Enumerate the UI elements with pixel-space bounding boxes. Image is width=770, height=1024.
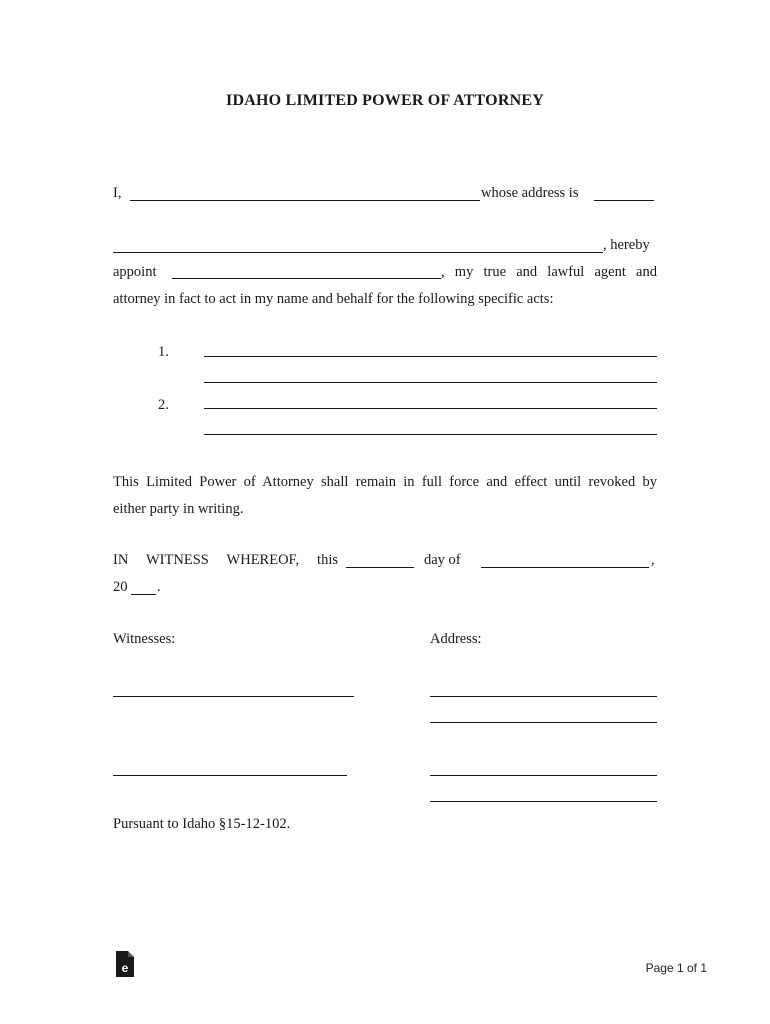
grantor-label: I, bbox=[113, 185, 122, 201]
hereby-label: , hereby bbox=[603, 237, 650, 253]
day-of-label: day of bbox=[424, 552, 461, 568]
act-number-1: 1. bbox=[158, 344, 169, 360]
witness-month-field[interactable] bbox=[481, 567, 649, 568]
witness-day-field[interactable] bbox=[346, 567, 414, 568]
year-suffix: . bbox=[157, 579, 161, 595]
duration-text-line-1: This Limited Power of Attorney shall remain in full force and effect until revoked by bbox=[113, 474, 657, 490]
address-label: Address: bbox=[430, 631, 482, 647]
witness-1-address-field-1[interactable] bbox=[430, 696, 657, 697]
witness-comma: , bbox=[651, 552, 655, 568]
agent-name-field[interactable] bbox=[172, 278, 441, 279]
appoint-label: appoint bbox=[113, 264, 157, 280]
eforms-logo-icon bbox=[113, 950, 137, 978]
witness-year-field[interactable] bbox=[131, 594, 156, 595]
year-prefix: 20 bbox=[113, 579, 128, 595]
grantor-address-field[interactable] bbox=[594, 200, 654, 201]
svg-text:e: e bbox=[121, 961, 129, 975]
act-number-2: 2. bbox=[158, 397, 169, 413]
witnesses-label: Witnesses: bbox=[113, 631, 176, 647]
witness-1-address-field-2[interactable] bbox=[430, 722, 657, 723]
attorney-in-fact-text: attorney in fact to act in my name and behalf for the following specific acts: bbox=[113, 291, 554, 307]
page-number: Page 1 of 1 bbox=[645, 961, 707, 975]
act-1-field-line-1[interactable] bbox=[204, 356, 657, 357]
witness-2-signature-field[interactable] bbox=[113, 775, 347, 776]
in-witness-text: IN WITNESS WHEREOF, this bbox=[113, 552, 338, 568]
whose-address-label: whose address is bbox=[481, 185, 579, 201]
act-2-field-line-2[interactable] bbox=[204, 434, 657, 435]
document-title: IDAHO LIMITED POWER OF ATTORNEY bbox=[226, 92, 544, 109]
statute-reference: Pursuant to Idaho §15-12-102. bbox=[113, 816, 291, 832]
witness-2-address-field-1[interactable] bbox=[430, 775, 657, 776]
witness-1-signature-field[interactable] bbox=[113, 696, 354, 697]
duration-text-line-2: either party in writing. bbox=[113, 501, 244, 517]
witness-2-address-field-2[interactable] bbox=[430, 801, 657, 802]
act-1-field-line-2[interactable] bbox=[204, 382, 657, 383]
agent-phrase: , my true and lawful agent and bbox=[441, 264, 657, 280]
act-2-field-line-1[interactable] bbox=[204, 408, 657, 409]
grantor-address-field-2[interactable] bbox=[113, 252, 603, 253]
grantor-name-field[interactable] bbox=[130, 200, 480, 201]
